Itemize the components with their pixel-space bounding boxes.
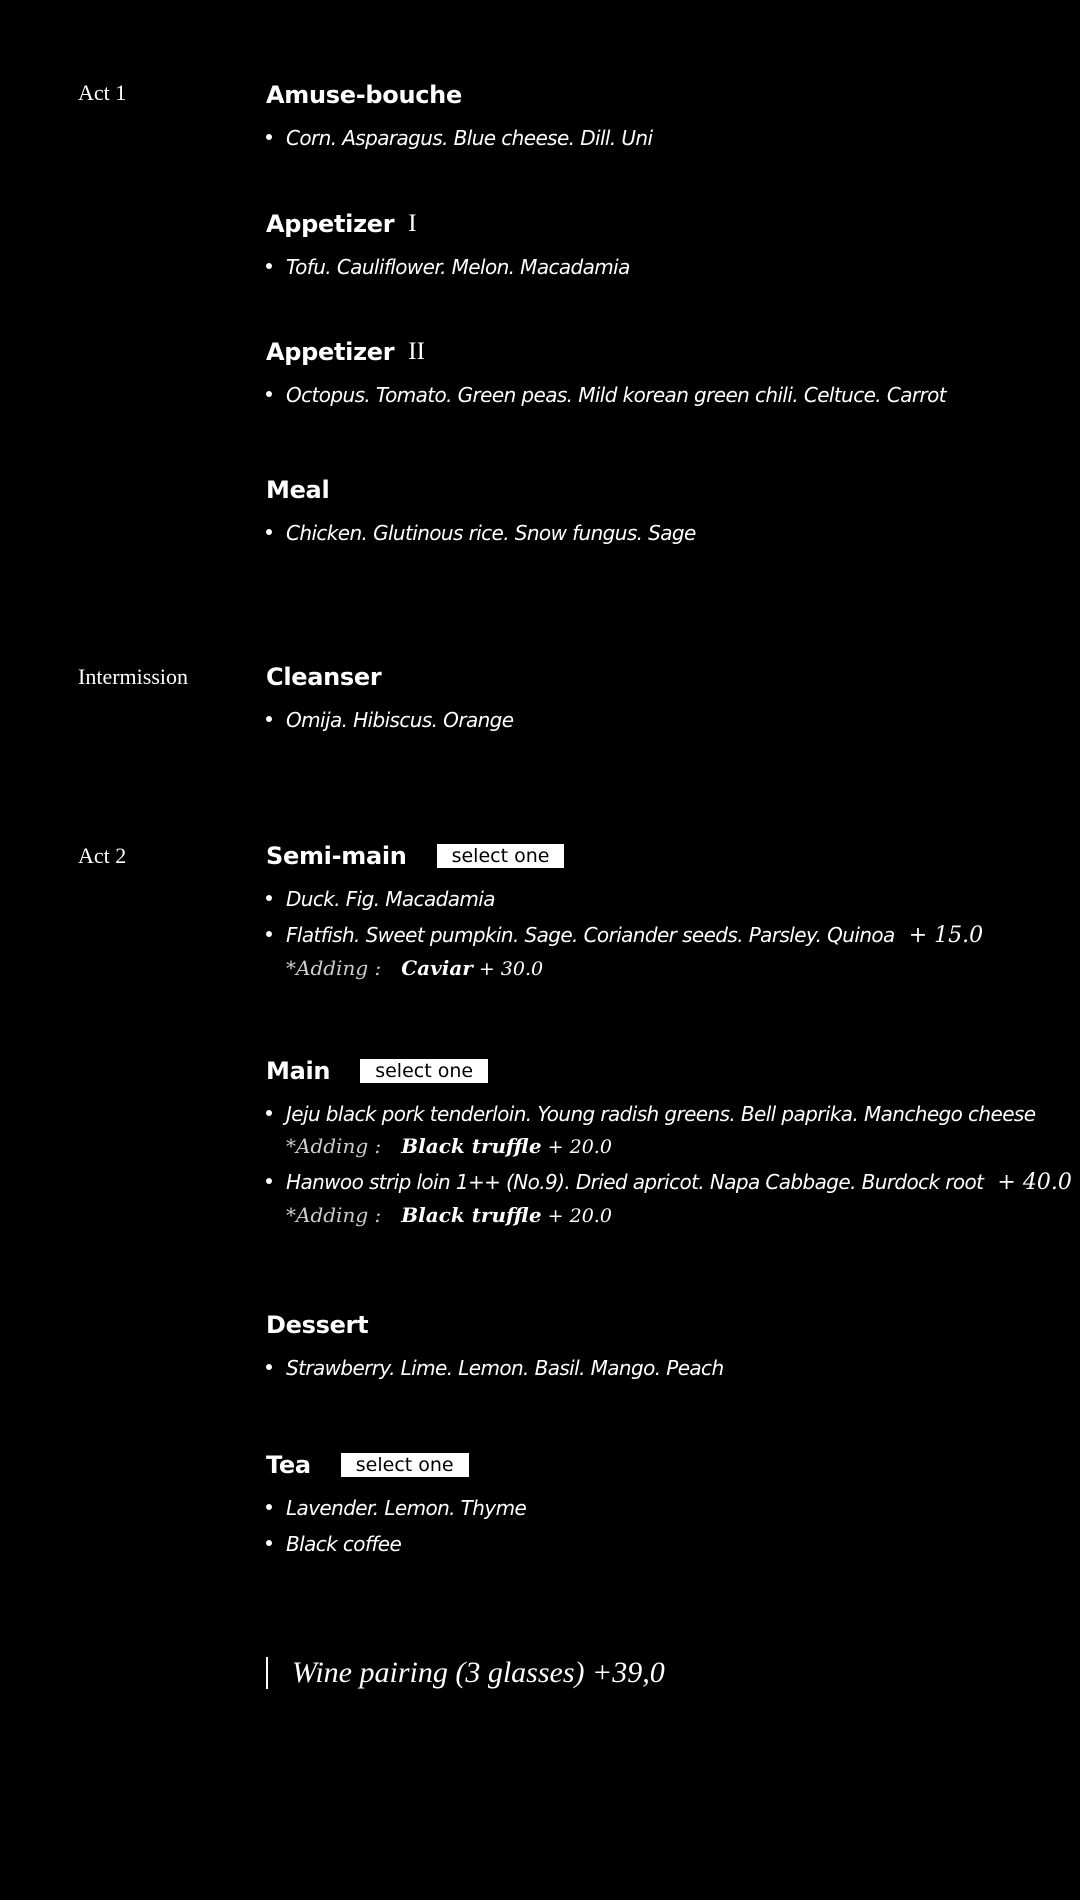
menu-item-text: Lavender. Lemon. Thyme (286, 1496, 527, 1520)
bullet-icon (266, 1504, 272, 1510)
course-dessert (266, 1308, 1066, 1380)
menu-item-text: Tofu. Cauliflower. Melon. Macadamia (286, 255, 630, 279)
course-semi-main (266, 839, 1066, 980)
menu-item-text: Strawberry. Lime. Lemon. Basil. Mango. Peach (286, 1356, 724, 1380)
add-on-label: *Adding : (286, 956, 382, 980)
bullet-icon (266, 1110, 272, 1116)
act-1-label: Act 1 (78, 80, 127, 105)
course-title: Dessert (266, 1311, 369, 1339)
add-on-name: Black truffle (401, 1203, 542, 1227)
menu-item-text: Corn. Asparagus. Blue cheese. Dill. Uni (286, 126, 653, 150)
add-on-line (286, 956, 1066, 980)
wine-pairing-text: Wine pairing (3 glasses) +39,0 (292, 1656, 665, 1689)
add-on-price: + 20.0 (547, 1136, 612, 1158)
bullet-icon (266, 931, 272, 937)
course-title: Cleanser (266, 663, 382, 691)
menu-item (266, 1532, 1066, 1556)
menu-item-text: Omija. Hibiscus. Orange (286, 708, 514, 732)
menu-item-surcharge: + 15.0 (908, 923, 984, 948)
course-title: Amuse-bouche (266, 81, 462, 109)
select-one-badge: select one (360, 1059, 488, 1083)
menu-item-text: Octopus. Tomato. Green peas. Mild korean green chili. Celtuce. Carrot (286, 383, 946, 407)
course-tea (266, 1448, 1066, 1556)
course-amuse-bouche (266, 78, 1066, 150)
bullet-icon (266, 529, 272, 535)
wine-pairing-divider (266, 1657, 268, 1689)
intermission-label: Intermission (78, 664, 188, 689)
menu-item-surcharge: + 40.0 (997, 1170, 1072, 1195)
course-title: Tea (266, 1451, 311, 1479)
add-on-name: Black truffle (401, 1134, 542, 1158)
course-title: Main (266, 1057, 331, 1085)
bullet-icon (266, 1540, 272, 1546)
menu-item (266, 887, 1066, 911)
course-title: Meal (266, 476, 330, 504)
add-on-price: + 20.0 (547, 1205, 612, 1227)
add-on-price: + 30.0 (478, 958, 544, 980)
course-numeral: II (408, 338, 425, 365)
menu-item (266, 1102, 1066, 1126)
bullet-icon (266, 1364, 272, 1370)
course-title: Appetizer (266, 338, 395, 366)
act-2-label: Act 2 (78, 843, 127, 868)
menu-item (266, 1496, 1066, 1520)
menu-item (266, 126, 1066, 150)
select-one-badge: select one (437, 844, 565, 868)
course-title: Semi-main (266, 842, 407, 870)
course-appetizer-2 (266, 335, 1066, 407)
wine-pairing (266, 1656, 665, 1690)
menu-item-text: Chicken. Glutinous rice. Snow fungus. Sage (286, 521, 696, 545)
menu-item (266, 923, 1066, 948)
add-on-line (286, 1203, 1066, 1227)
add-on-name: Caviar (401, 956, 473, 980)
menu-item-text: Black coffee (286, 1532, 402, 1556)
menu-item-text: Flatfish. Sweet pumpkin. Sage. Coriander seeds. Parsley. Quinoa (286, 923, 895, 947)
course-title: Appetizer (266, 210, 395, 238)
menu-item (266, 521, 1066, 545)
menu-item (266, 708, 1066, 732)
course-main (266, 1054, 1072, 1227)
menu-item (266, 1170, 1072, 1195)
bullet-icon (266, 716, 272, 722)
bullet-icon (266, 134, 272, 140)
add-on-label: *Adding : (286, 1203, 382, 1227)
bullet-icon (266, 263, 272, 269)
course-appetizer-1 (266, 207, 1066, 279)
add-on-label: *Adding : (286, 1134, 382, 1158)
course-cleanser (266, 660, 1066, 732)
menu-item-text: Duck. Fig. Macadamia (286, 887, 495, 911)
select-one-badge: select one (341, 1453, 469, 1477)
course-meal (266, 473, 1066, 545)
add-on-line (286, 1134, 1066, 1158)
menu-item (266, 383, 1066, 407)
bullet-icon (266, 895, 272, 901)
menu-item-text: Jeju black pork tenderloin. Young radish greens. Bell paprika. Manchego cheese (286, 1102, 1036, 1126)
bullet-icon (266, 1178, 272, 1184)
menu-item-text: Hanwoo strip loin 1++ (No.9). Dried apricot. Napa Cabbage. Burdock root (286, 1170, 984, 1194)
menu-item (266, 255, 1066, 279)
bullet-icon (266, 391, 272, 397)
course-numeral: I (408, 210, 417, 237)
menu-item (266, 1356, 1066, 1380)
